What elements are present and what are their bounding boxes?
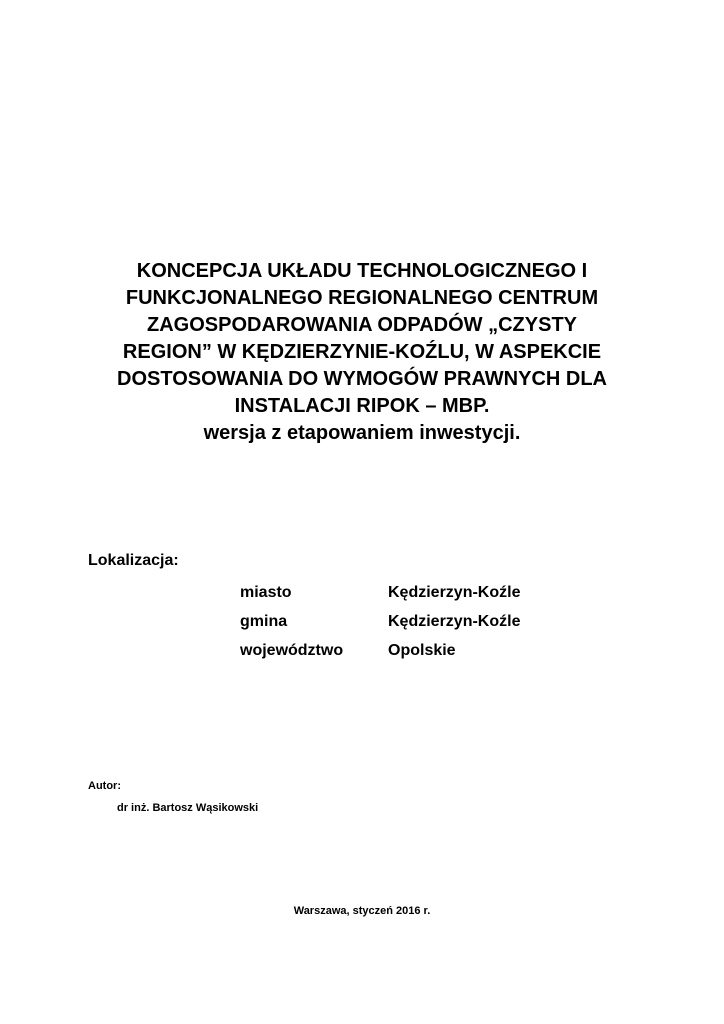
title-line: REGION” W KĘDZIERZYNIE-KOŹLU, W ASPEKCIE	[122, 341, 602, 363]
location-value: Kędzierzyn-Koźle	[388, 584, 521, 601]
title-line: DOSTOSOWANIA DO WYMOGÓW PRAWNYCH DLA	[117, 368, 607, 390]
title-subtitle: wersja z etapowaniem inwestycji.	[203, 422, 521, 444]
title-line: KONCEPCJA UKŁADU TECHNOLOGICZNEGO I	[136, 260, 588, 282]
place-date: Warszawa, styczeń 2016 r.	[293, 905, 431, 917]
location-label: województwo	[240, 642, 344, 659]
location-value: Opolskie	[388, 642, 456, 659]
title-line: ZAGOSPODAROWANIA ODPADÓW „CZYSTY	[147, 314, 577, 336]
location-label: miasto	[240, 584, 292, 601]
location-label: gmina	[240, 613, 288, 630]
author-name: dr inż. Bartosz Wąsikowski	[117, 802, 259, 814]
title-line: INSTALACJI RIPOK – MBP.	[234, 395, 490, 417]
title-line: FUNKCJONALNEGO REGIONALNEGO CENTRUM	[125, 287, 599, 309]
location-heading: Lokalizacja:	[88, 552, 179, 569]
document-title	[60, 258, 664, 447]
location-value: Kędzierzyn-Koźle	[388, 613, 521, 630]
author-heading: Autor:	[88, 780, 121, 792]
